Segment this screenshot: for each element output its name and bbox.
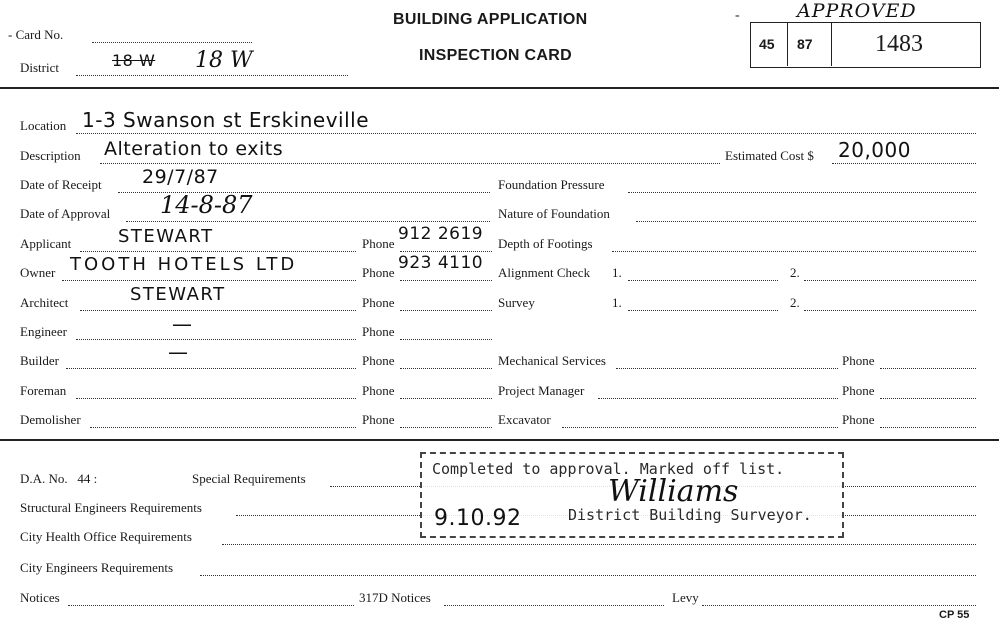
builder-value: —: [168, 340, 189, 364]
date-receipt-label: Date of Receipt: [20, 177, 102, 192]
card-no-label: - Card No.: [8, 27, 64, 42]
title-line-2: INSPECTION CARD: [419, 47, 572, 64]
date-receipt-value: 29/7/87: [142, 166, 219, 188]
builder-label: Builder: [20, 353, 59, 368]
structural-requirements-label: Structural Engineers Requirements: [20, 500, 202, 515]
levy-label: Levy: [672, 590, 699, 605]
details-divider: [0, 439, 999, 441]
notices-317d-label: 317D Notices: [359, 590, 431, 605]
mechanical-phone-label: Phone: [842, 353, 875, 368]
excavator-label: Excavator: [498, 412, 551, 427]
notices-label: Notices: [20, 590, 60, 605]
demolisher-label: Demolisher: [20, 412, 81, 427]
stamp-signature: Williams: [608, 474, 739, 509]
approved-stamp: APPROVED: [797, 0, 917, 22]
architect-phone-label: Phone: [362, 295, 395, 310]
engineers-requirements-label: City Engineers Requirements: [20, 560, 174, 575]
demolisher-phone-label: Phone: [362, 412, 395, 427]
project-manager-label: Project Manager: [498, 383, 585, 398]
alignment-num-2: 2.: [790, 265, 800, 280]
ref-box-3: 1483: [875, 31, 923, 57]
applicant-label: Applicant: [20, 236, 72, 251]
architect-value: STEWART: [130, 284, 226, 305]
applicant-phone: 912 2619: [398, 224, 484, 244]
engineer-value: —: [172, 312, 193, 336]
engineer-phone-label: Phone: [362, 324, 395, 339]
da-no-value: 44 :: [77, 471, 98, 486]
district-label: District: [20, 60, 59, 75]
location-value: 1-3 Swanson st Erskineville: [82, 108, 370, 132]
alignment-check-label: Alignment Check: [498, 265, 591, 280]
header-divider: [0, 87, 999, 89]
special-requirements-label: Special Requirements: [192, 471, 306, 486]
dash-mark: -: [735, 8, 740, 23]
owner-phone-label: Phone: [362, 265, 395, 280]
alignment-num-1: 1.: [612, 265, 622, 280]
project-manager-phone-label: Phone: [842, 383, 875, 398]
builder-phone-label: Phone: [362, 353, 395, 368]
location-label: Location: [20, 118, 67, 133]
excavator-phone-label: Phone: [842, 412, 875, 427]
foundation-pressure-label: Foundation Pressure: [498, 177, 605, 192]
foreman-label: Foreman: [20, 383, 67, 398]
stamp-line-2: District Building Surveyor.: [568, 506, 812, 524]
description-value: Alteration to exits: [104, 138, 284, 160]
stamp-line-1: Completed to approval. Marked off list.: [432, 460, 785, 478]
architect-label: Architect: [20, 295, 69, 310]
survey-num-1: 1.: [612, 295, 622, 310]
date-approval-value: 14-8-87: [160, 191, 253, 219]
survey-num-2: 2.: [790, 295, 800, 310]
survey-label: Survey: [498, 295, 535, 310]
engineer-label: Engineer: [20, 324, 67, 339]
date-approval-label: Date of Approval: [20, 206, 111, 221]
health-requirements-label: City Health Office Requirements: [20, 529, 192, 544]
district-value: 18 W: [195, 48, 253, 73]
completion-stamp: [420, 452, 844, 538]
owner-label: Owner: [20, 265, 56, 280]
stamp-date: 9.10.92: [434, 506, 522, 531]
depth-footings-label: Depth of Footings: [498, 236, 593, 251]
title-line-1: BUILDING APPLICATION: [393, 11, 588, 28]
mechanical-label: Mechanical Services: [498, 353, 606, 368]
ref-box: [750, 22, 981, 68]
district-value-struck: 18 W: [112, 51, 156, 70]
owner-value: TOOTH HOTELS LTD: [70, 254, 298, 275]
applicant-value: STEWART: [118, 226, 214, 247]
da-no-label: D.A. No. 44 :: [20, 471, 98, 486]
nature-foundation-label: Nature of Foundation: [498, 206, 610, 221]
description-label: Description: [20, 148, 81, 163]
ref-box-2: 87: [797, 36, 813, 52]
applicant-phone-label: Phone: [362, 236, 395, 251]
form-code: CP 55: [939, 609, 970, 621]
estimated-cost-label: Estimated Cost $: [725, 148, 814, 163]
owner-phone: 923 4110: [398, 253, 484, 273]
estimated-cost-value: 20,000: [838, 138, 911, 162]
ref-box-1: 45: [759, 36, 775, 52]
foreman-phone-label: Phone: [362, 383, 395, 398]
